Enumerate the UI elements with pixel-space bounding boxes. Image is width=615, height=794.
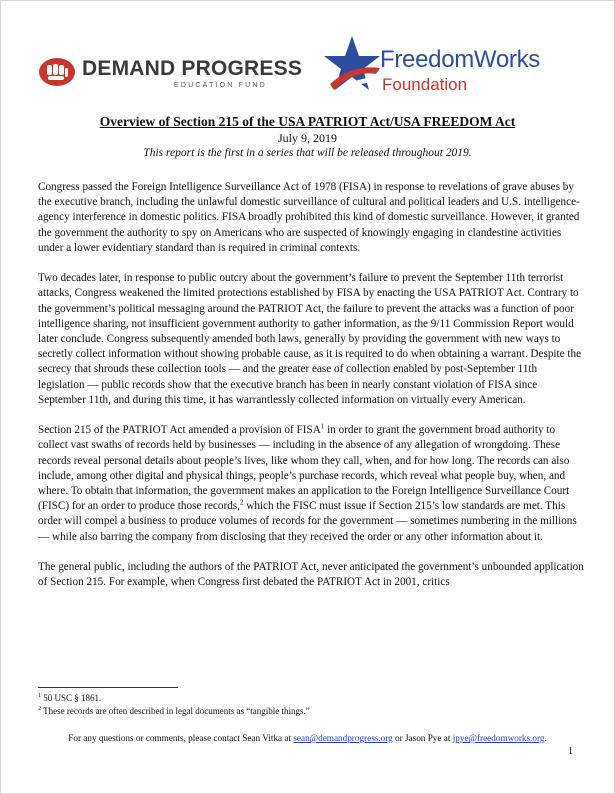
contact-suffix: . [544,733,547,743]
footnote-text: These records are often described in legal documents as “tangible things.” [41,705,310,716]
demand-progress-logo [38,52,310,94]
document-subtitle: This report is the first in a series that will be released throughout 2019. [143,147,472,159]
document-title: Overview of Section 215 of the USA PATRIOT Act/USA FREEDOM Act [99,114,516,129]
demand-progress-name: DEMAND PROGRESS [82,57,303,80]
paragraph-3-part-c: which the FISC must issue if Section 215’s low standards are met. This order will compel a business to produce volumes of records for the government — sometimes numbering in the millions — while also barring the company from disclosing that they received the order or any other information about it. [38,500,577,543]
star-icon [324,34,382,96]
email-link-sean[interactable]: sean@demandprogress.org [293,733,393,743]
footnote-ref-2: 2 [239,498,244,507]
footnote-number: 1 [38,693,41,699]
fist-icon [38,57,76,87]
contact-line [0,733,615,743]
freedomworks-name: FreedomWorks [380,46,540,73]
footnotes [38,692,586,717]
paragraph-4: The general public, including the authors of the PATRIOT Act, never anticipated the government’s unbounded application of Section 215. For example, when Congress first debated the PATRIOT Act in 2001, critics [38,561,584,589]
paragraph-1: Congress passed the Foreign Intelligence Surveillance Act of 1978 (FISA) in response to revelations of grave abuses by the executive branch, including the unlawful domestic surveillance of cultural and political leaders and U.S. intelligence-agency interference in domestic politics. FISA broadly prohibited this kind of domestic surveillance. However, it granted the government the authority to spy on Americans who are suspected of knowingly engaging in clandestine activities under a lower evidentiary standard than is required in criminal contexts. [38,181,580,254]
paragraph-3-part-a: Section 215 of the PATRIOT Act amended a provision of FISA [38,424,321,437]
footnote-text: 50 USC § 1861. [41,693,102,703]
paragraph-3-part-b: in order to grant the government broad authority to collect vast swaths of records held by businesses — including in the absence of any allegation of wrongdoing. These records reveal personal details about people’s lives, like whom they call, when, and for how long. The records can also include, among other digital and physical things, people’s purchase records, which reveal what people buy, when, and where. To obtain that information, the government makes an application to the Foreign Intelligence Surveillance Court (FISC) for an order to produce those records, [38,424,570,513]
footnote-2 [38,705,586,718]
footnote-divider [38,687,178,688]
footnote-ref-1: 1 [320,422,325,431]
demand-progress-subtitle: EDUCATION FUND [174,82,267,89]
paragraph-2: Two decades later, in response to public outcry about the government’s failure to prevent the September 11th terrorist attacks, Congress weakened the limited protections established by FISA by enacting the USA PATRIOT Act. Contrary to the government’s political messaging around the PATRIOT Act, the failure to prevent the attacks was a function of poor intelligence sharing, not insufficient government authority to gather information, as the 9/11 Commission Report would later conclude. Congress subsequently amended both laws, generally by providing the government with new ways to secretly collect information without showing probable cause, as it is required to do when obtaining a warrant. Despite the secrecy that shrouds these collection tools — and the greater ease of collection enabled by post-September 11th legislation — public records show that the executive branch has been in nearly constant violation of FISA since September 11th, and during this time, it has warrantlessly collected information on virtually every American. [38,272,582,406]
body-text [38,180,586,606]
footnote-number: 2 [38,705,41,712]
contact-middle: or Jason Pye at [392,733,453,743]
contact-prefix: For any questions or comments, please contact Sean Vitka at [68,733,294,743]
footnote-1 [38,692,586,705]
email-link-jason[interactable]: jpye@freedomworks.org [452,733,545,743]
document-date: July 9, 2019 [277,131,337,145]
paragraph-3 [38,423,586,545]
page-number: 1 [568,746,573,757]
freedomworks-logo [324,30,574,96]
freedomworks-foundation: Foundation [382,75,468,94]
